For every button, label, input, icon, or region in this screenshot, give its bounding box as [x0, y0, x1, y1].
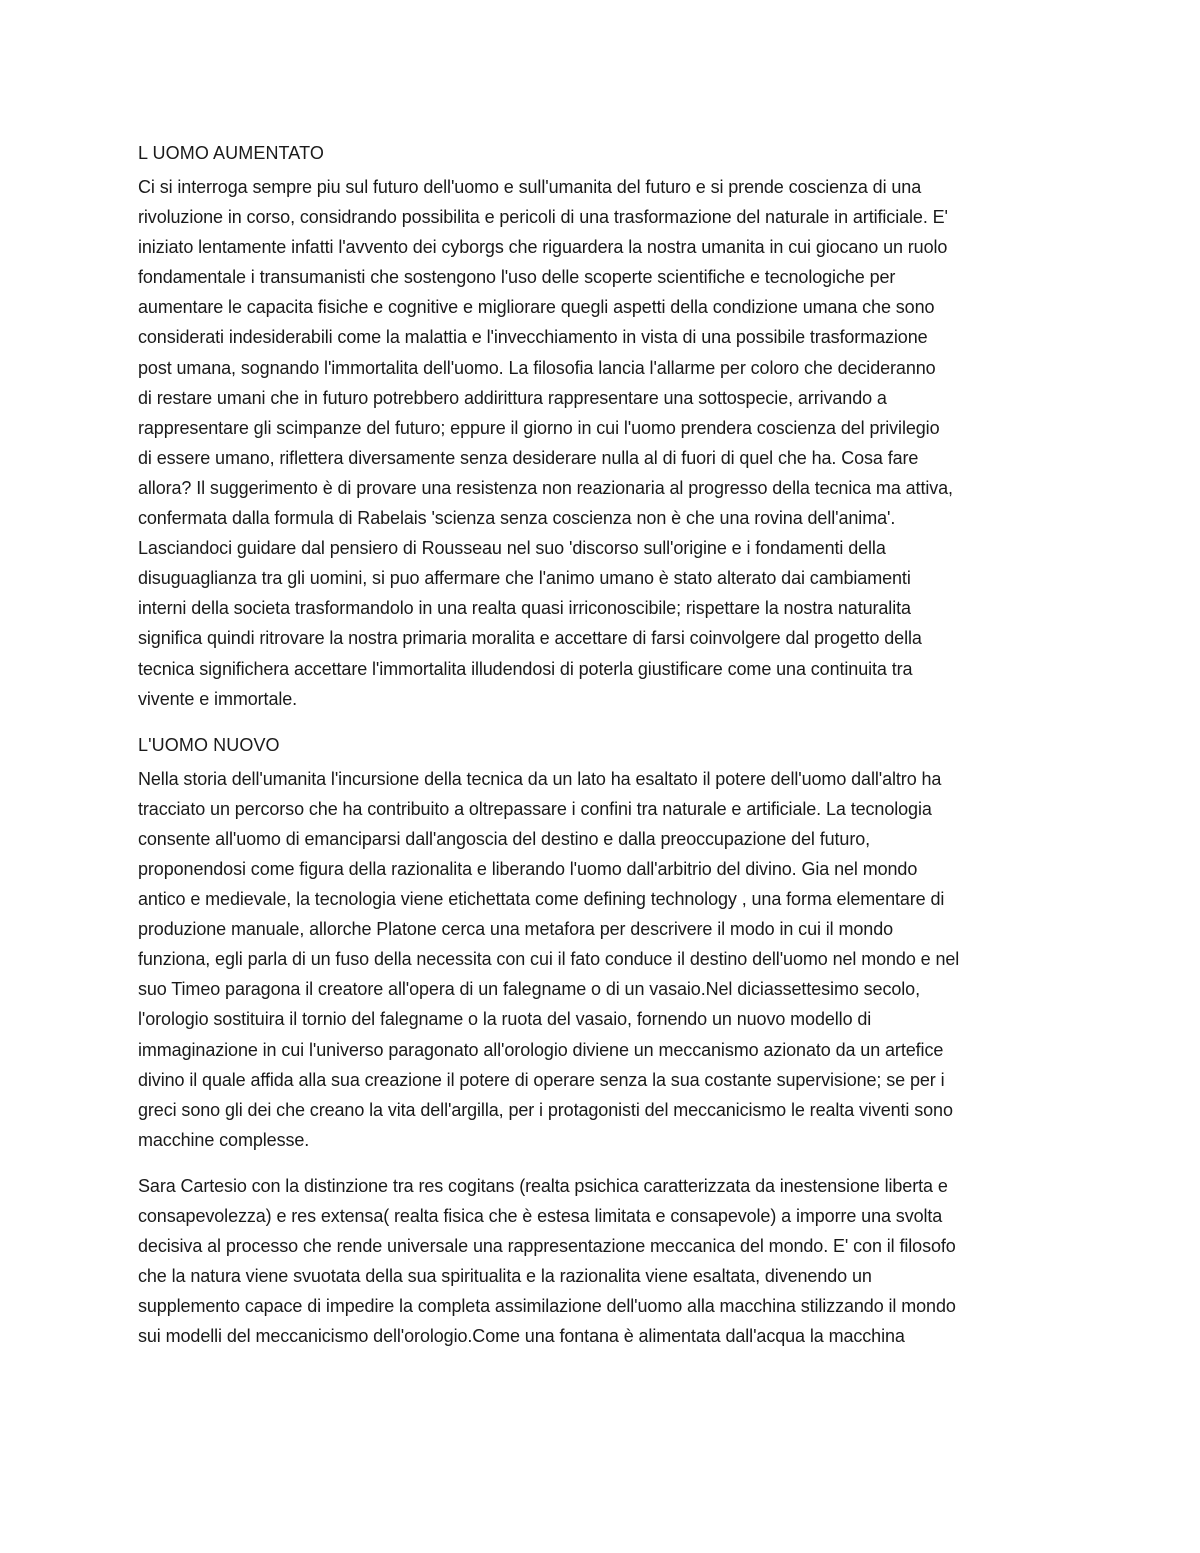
- text-line: disuguaglianza tra gli uomini, si puo affermare che l'animo umano è stato alterato dai cambiamenti: [138, 568, 911, 589]
- text-line: antico e medievale, la tecnologia viene etichettata come defining technology , una forma elementare di: [138, 889, 945, 910]
- paragraph-uomo-nuovo-1: [138, 764, 1068, 1155]
- text-line: divino il quale affida alla sua creazione il potere di operare senza la sua costante supervisione; se per i: [138, 1069, 945, 1090]
- text-line: iniziato lentamente infatti l'avvento dei cyborgs che riguardera la nostra umanita in cui giocano un ruolo: [138, 237, 948, 258]
- text-line: sui modelli del meccanicismo dell'orologio.Come una fontana è alimentata dall'acqua la macchina: [138, 1326, 905, 1347]
- paragraph-uomo-nuovo-2: [138, 1171, 1068, 1352]
- paragraph-uomo-aumentato: [138, 172, 1068, 714]
- document-page: [138, 138, 1068, 1351]
- section-heading-uomo-nuovo: L'UOMO NUOVO: [138, 734, 280, 755]
- text-line: supplemento capace di impedire la completa assimilazione dell'uomo alla macchina stilizzando il mondo: [138, 1296, 956, 1317]
- text-line: che la natura viene svuotata della sua spiritualita e la razionalita viene esaltata, divenendo un: [138, 1266, 872, 1287]
- text-line: Ci si interroga sempre piu sul futuro dell'uomo e sull'umanita del futuro e si prende coscienza di una: [138, 177, 922, 197]
- text-line: Lasciandoci guidare dal pensiero di Rousseau nel suo 'discorso sull'origine e i fondamenti della: [138, 538, 886, 559]
- text-line: di essere umano, riflettera diversamente senza desiderare nulla al di fuori di quel che ha. Cosa fare: [138, 447, 919, 468]
- text-line: tracciato un percorso che ha contribuito a oltrepassare i confini tra naturale e artificiale. La tecnologia: [138, 798, 932, 819]
- text-line: consente all'uomo di emanciparsi dall'angoscia del destino e dalla preoccupazione del futuro,: [138, 828, 871, 849]
- text-line: consapevolezza) e res extensa( realta fisica che è estesa limitata e consapevole) a imporre una svolta: [138, 1206, 943, 1226]
- text-line: interni della societa trasformandolo in una realta quasi irriconoscibile; rispettare la nostra naturalita: [138, 598, 911, 619]
- text-line: macchine complesse.: [138, 1129, 310, 1150]
- text-line: tecnica significhera accettare l'immortalita illudendosi di poterla giustificare come una continuita tra: [138, 658, 913, 679]
- text-line: fondamentale i transumanisti che sostengono l'uso delle scoperte scientifiche e tecnologiche per: [138, 267, 896, 288]
- text-line: aumentare le capacita fisiche e cognitive e migliorare quegli aspetti della condizione umana che sono: [138, 297, 935, 318]
- text-line: rivoluzione in corso, considrando possibilita e pericoli di una trasformazione del naturale in artificiale. E': [138, 207, 948, 228]
- text-line: Sara Cartesio con la distinzione tra res cogitans (realta psichica caratterizzata da inestensione liberta e: [138, 1175, 948, 1196]
- text-line: decisiva al processo che rende universale una rappresentazione meccanica del mondo. E' con il filosofo: [138, 1236, 956, 1257]
- text-line: di restare umani che in futuro potrebbero addirittura rappresentare una sottospecie, arrivando a: [138, 387, 887, 408]
- text-line: produzione manuale, allorche Platone cerca una metafora per descrivere il modo in cui il mondo: [138, 919, 894, 940]
- text-line: considerati indesiderabili come la malattia e l'invecchiamento in vista di una possibile trasformazione: [138, 327, 928, 348]
- section-heading-uomo-aumentato: L UOMO AUMENTATO: [138, 143, 324, 163]
- text-line: proponendosi come figura della razionalita e liberando l'uomo dall'arbitrio del divino. Gia nel mondo: [138, 858, 918, 879]
- text-line: rappresentare gli scimpanze del futuro; eppure il giorno in cui l'uomo prendera coscienza del privilegio: [138, 417, 940, 438]
- text-line: confermata dalla formula di Rabelais 'scienza senza coscienza non è che una rovina dell'anima'.: [138, 508, 896, 529]
- text-line: greci sono gli dei che creano la vita dell'argilla, per i protagonisti del meccanicismo le realta viventi sono: [138, 1099, 953, 1120]
- text-line: post umana, sognando l'immortalita dell'uomo. La filosofia lancia l'allarme per coloro che decideranno: [138, 357, 936, 378]
- text-line: significa quindi ritrovare la nostra primaria moralita e accettare di farsi coinvolgere dal progetto della: [138, 628, 922, 649]
- text-line: immaginazione in cui l'universo paragonato all'orologio diviene un meccanismo azionato da un artefice: [138, 1039, 944, 1060]
- text-line: allora? Il suggerimento è di provare una resistenza non reazionaria al progresso della tecnica ma attiva,: [138, 477, 953, 498]
- text-line: vivente e immortale.: [138, 688, 298, 709]
- text-line: funziona, egli parla di un fuso della necessita con cui il fato conduce il destino dell'uomo nel mondo e nel: [138, 949, 960, 970]
- text-line: suo Timeo paragona il creatore all'opera di un falegname o di un vasaio.Nel diciassettesimo secolo,: [138, 979, 920, 1000]
- text-line: Nella storia dell'umanita l'incursione della tecnica da un lato ha esaltato il potere dell'uomo dall'altro ha: [138, 768, 942, 789]
- text-line: l'orologio sostituira il tornio del falegname o la ruota del vasaio, fornendo un nuovo modello di: [138, 1009, 872, 1030]
